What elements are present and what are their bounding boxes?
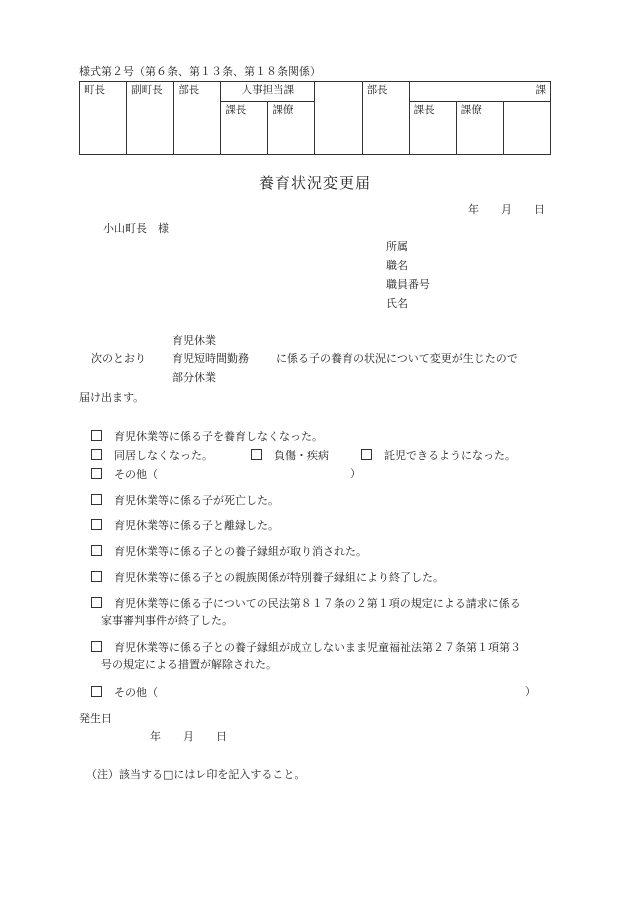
applicant-name-label: 氏名	[386, 297, 408, 310]
checkbox[interactable]	[91, 494, 102, 505]
leave-option-short-hours: 育児短時間勤務	[172, 352, 249, 365]
stamp-sub-blank	[503, 102, 550, 155]
leave-option-childcare: 育児休業	[172, 334, 216, 347]
checklist-item-3: その他（	[91, 468, 158, 480]
checkbox[interactable]	[91, 597, 102, 608]
intro-continuation: 届け出ます。	[79, 391, 145, 404]
checklist-item-3-close: ）	[350, 467, 361, 480]
checklist-item-5: 育児休業等に係る子と離縁した。	[91, 519, 279, 531]
checkbox[interactable]	[91, 571, 102, 582]
applicant-affiliation-label: 所属	[386, 240, 408, 253]
checkbox[interactable]	[91, 641, 102, 652]
checkbox[interactable]	[91, 430, 102, 441]
checklist-item-9-continued: 号の規定による措置が解除された。	[101, 658, 277, 671]
checklist-item-2b: 負傷・疾病	[251, 449, 329, 461]
checklist-item-8-continued: 家事審判事件が終了した。	[101, 614, 233, 627]
checklist-item-2: 同居しなくなった。	[91, 449, 213, 461]
checklist-item-8: 育児休業等に係る子についての民法第８１７条の２第１項の規定による請求に係る	[91, 597, 521, 609]
stamp-header-director: 部長	[174, 82, 221, 155]
checklist-item-9: 育児休業等に係る子との養子縁組が成立しないまま児童福祉法第２７条第１項第３	[91, 641, 521, 653]
leave-option-partial: 部分休業	[172, 371, 216, 384]
stamp-sub-staff: 課僚	[268, 102, 315, 155]
applicant-staff-number-label: 職員番号	[386, 278, 430, 291]
checklist-item-6: 育児休業等に係る子との養子縁組が取り消された。	[91, 545, 367, 557]
form-number: 様式第２号（第６条、第１３条、第１８条関係）	[79, 65, 321, 78]
stamp-header-mayor: 町長	[80, 82, 127, 155]
stamp-header-hr-section: 人事担当課	[221, 82, 315, 102]
occurrence-label: 発生日	[79, 712, 112, 725]
stamp-header-section: 課	[409, 82, 550, 102]
checkbox[interactable]	[91, 468, 102, 479]
checkbox[interactable]	[361, 449, 372, 460]
intro-prefix: 次のとおり	[91, 352, 146, 365]
checklist-item-10-close: ）	[525, 685, 536, 698]
occurrence-date: 年 月 日	[150, 730, 227, 743]
checklist-item-7: 育児休業等に係る子との親族関係が特別養子縁組により終了した。	[91, 571, 444, 583]
stamp-sub-chief: 課長	[221, 102, 268, 155]
checklist-item-4: 育児休業等に係る子が死亡した。	[91, 494, 279, 506]
footnote: （注）該当する□にはレ印を記入すること。	[86, 768, 306, 781]
stamp-sub-chief-2: 課長	[409, 102, 456, 155]
checkbox[interactable]	[91, 519, 102, 530]
applicant-position-label: 職名	[386, 259, 408, 272]
submission-date: 年 月 日	[468, 203, 545, 216]
stamp-sub-staff-2: 課僚	[456, 102, 503, 155]
checklist-item-1: 育児休業等に係る子を養育しなくなった。	[91, 430, 323, 442]
intro-suffix: に係る子の養育の状況について変更が生じたので	[276, 352, 518, 365]
checkbox[interactable]	[91, 545, 102, 556]
stamp-header-blank	[315, 82, 362, 155]
checkbox[interactable]	[251, 449, 262, 460]
checkbox[interactable]	[91, 449, 102, 460]
checkbox[interactable]	[91, 686, 102, 697]
checklist-item-10: その他（	[91, 686, 158, 698]
page-title: 養育状況変更届	[258, 174, 371, 192]
approval-stamp-table	[79, 81, 551, 155]
checklist-item-2c: 託児できるようになった。	[361, 449, 516, 461]
stamp-header-director-2: 部長	[362, 82, 409, 155]
stamp-header-deputy-mayor: 副町長	[127, 82, 174, 155]
addressee: 小山町長 様	[103, 222, 169, 235]
